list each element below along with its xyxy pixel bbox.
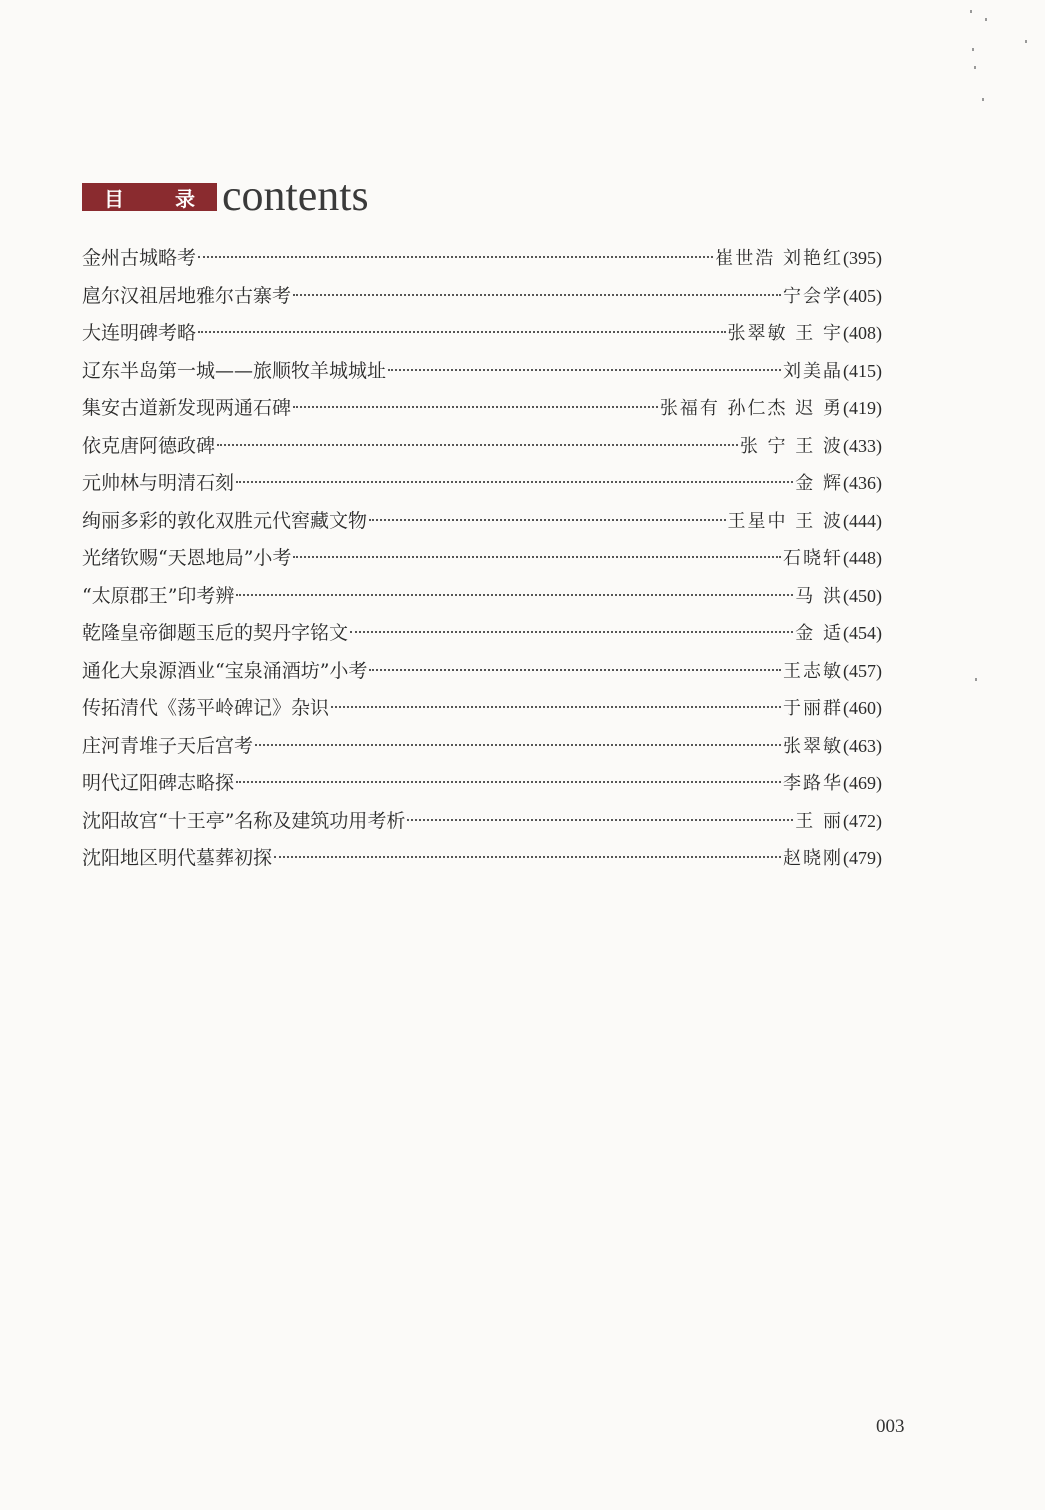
entry-title: 沈阳故宫“十王亭”名称及建筑功用考析 [82, 809, 406, 832]
toc-entry [82, 728, 882, 766]
entry-title: 集安古道新发现两通石碑 [82, 397, 292, 419]
dot-leader [255, 744, 781, 746]
toc-list [82, 240, 882, 878]
entry-page: (457) [843, 660, 882, 681]
dot-leader [331, 706, 781, 708]
entry-author: 王志敏 [783, 660, 843, 682]
entry-author: 王 丽 [795, 810, 843, 832]
dot-leader [369, 669, 781, 671]
dot-leader [293, 294, 781, 296]
entry-page: (448) [843, 548, 882, 568]
toc-chinese-title: 目 录 [82, 183, 217, 211]
entry-author: 王星中 王 波 [727, 510, 843, 532]
scan-speck [982, 98, 984, 101]
entry-author: 刘美晶 [783, 360, 843, 382]
entry-author: 张福有 孙仁杰 迟 勇 [659, 398, 843, 419]
entry-author: 金 辉 [795, 473, 843, 494]
toc-entry [82, 803, 882, 841]
dot-leader [198, 331, 726, 333]
toc-entry [82, 465, 882, 503]
toc-entry [82, 615, 882, 653]
page-number: 003 [876, 1416, 905, 1437]
dot-leader [236, 594, 793, 596]
toc-entry [82, 578, 882, 616]
entry-author: 宁会学 [783, 285, 843, 307]
toc-entry [82, 240, 882, 278]
dot-leader [236, 481, 793, 483]
toc-entry [82, 315, 882, 353]
toc-entry [82, 653, 882, 691]
entry-page: (433) [843, 435, 882, 456]
entry-author: 张翠敏 [783, 735, 843, 757]
entry-page: (469) [843, 773, 882, 793]
entry-title: 传拓清代《荡平岭碑记》杂识 [82, 697, 330, 719]
scan-speck [985, 18, 987, 21]
toc-header [82, 168, 369, 218]
entry-author: 马 洪 [795, 585, 843, 607]
entry-title: 通化大泉源酒业“宝泉涌酒坊”小考 [82, 659, 368, 682]
dot-leader [369, 519, 726, 521]
entry-title: 金州古城略考 [82, 247, 197, 269]
toc-entry [82, 840, 882, 878]
dot-leader [388, 369, 781, 371]
entry-title: “太原郡王”印考辨 [82, 584, 235, 607]
entry-page: (395) [843, 248, 882, 268]
entry-author: 金 适 [795, 623, 843, 644]
entry-author: 张翠敏 王 宇 [727, 323, 843, 344]
toc-entry [82, 353, 882, 391]
entry-page: (405) [843, 285, 882, 306]
dot-leader [293, 556, 781, 558]
entry-page: (463) [843, 735, 882, 756]
entry-title: 扈尔汉祖居地雅尔古寨考 [82, 284, 292, 307]
entry-title: 依克唐阿德政碑 [82, 434, 216, 457]
entry-title: 沈阳地区明代墓葬初探 [82, 847, 273, 869]
entry-title: 庄河青堆子天后宫考 [82, 734, 254, 757]
scan-speck [972, 48, 974, 51]
entry-author: 石晓轩 [783, 548, 843, 569]
toc-entry [82, 278, 882, 316]
toc-entry [82, 428, 882, 466]
entry-page: (436) [843, 473, 882, 493]
scan-speck [1025, 40, 1027, 43]
entry-page: (454) [843, 623, 882, 643]
scan-speck [975, 678, 977, 681]
toc-entry [82, 765, 882, 803]
scan-speck [970, 10, 972, 13]
toc-english-title: contents [222, 171, 369, 220]
entry-title: 明代辽阳碑志略探 [82, 772, 235, 794]
toc-entry [82, 690, 882, 728]
entry-author: 于丽群 [783, 698, 843, 719]
dot-leader [407, 819, 793, 821]
entry-page: (419) [843, 398, 882, 418]
entry-title: 辽东半岛第一城——旅顺牧羊城城址 [82, 359, 387, 382]
entry-author: 崔世浩 刘艳红 [715, 248, 843, 269]
toc-entry [82, 540, 882, 578]
dot-leader [293, 406, 658, 408]
dot-leader [274, 856, 781, 858]
entry-author: 赵晓刚 [783, 848, 843, 869]
entry-author: 张 宁 王 波 [739, 435, 843, 457]
entry-title: 光绪钦赐“天恩地局”小考 [82, 547, 292, 569]
dot-leader [350, 631, 793, 633]
toc-entry [82, 503, 882, 541]
entry-title: 元帅林与明清石刻 [82, 472, 235, 494]
scan-speck [974, 66, 976, 69]
entry-author: 李路华 [783, 773, 843, 794]
entry-title: 大连明碑考略 [82, 322, 197, 344]
entry-page: (460) [843, 698, 882, 718]
entry-title: 绚丽多彩的敦化双胜元代窖藏文物 [82, 509, 368, 532]
entry-page: (479) [843, 848, 882, 868]
entry-title: 乾隆皇帝御题玉卮的契丹字铭文 [82, 622, 349, 644]
entry-page: (472) [843, 810, 882, 831]
dot-leader [198, 256, 713, 258]
entry-page: (415) [843, 360, 882, 381]
entry-page: (450) [843, 585, 882, 606]
dot-leader [217, 444, 738, 446]
dot-leader [236, 781, 781, 783]
entry-page: (408) [843, 323, 882, 343]
entry-page: (444) [843, 510, 882, 531]
toc-entry [82, 390, 882, 428]
